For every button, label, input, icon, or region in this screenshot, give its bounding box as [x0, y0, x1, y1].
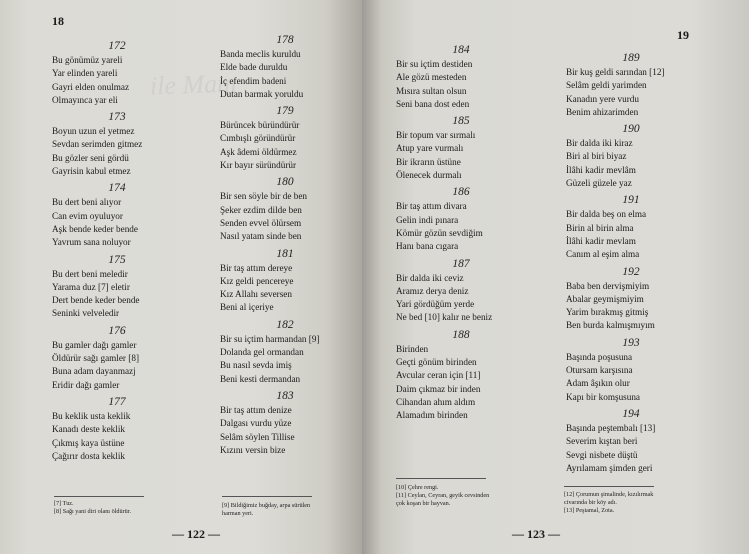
footnote: civarında bir köy adı. [564, 499, 617, 506]
verse-line: Elde bade duruldu [220, 62, 288, 73]
poem-block [52, 39, 182, 107]
verse-line: Baba ben dervişmiyim [566, 280, 650, 291]
verse-line: Ne bed [10] kalır ne beniz [396, 312, 493, 323]
footnote-rule [222, 496, 312, 497]
verse-line: Beni kesti dermandan [220, 373, 301, 384]
poem-block [220, 389, 350, 457]
poem-block [52, 110, 182, 178]
poem-block [566, 336, 696, 404]
verse-line: Bu nasıl sevda imiş [220, 360, 292, 371]
verse-line: Avcular ceran için [11] [396, 370, 481, 381]
verse-line: Kapı bir komşusuna [566, 391, 641, 402]
verse-line: Bir dalda iki ceviz [396, 272, 464, 283]
poem-block [396, 257, 526, 325]
verse-line: Öldürür sağı gamler [8] [52, 353, 139, 364]
folio-right: — 123 — [512, 527, 560, 541]
footnotes-left-col2 [222, 502, 310, 518]
verse-line: Alamadım birinden [396, 410, 468, 421]
verse-line: Seni bana dost eden [396, 98, 470, 109]
verse-line: Bir ikrarın üstüne [396, 156, 461, 167]
footnote-rule [564, 486, 654, 487]
footnote: [13] Peştamal, Zota. [564, 507, 615, 514]
verse-line: Benim ahizarimden [566, 106, 639, 117]
poem-number: 179 [276, 105, 294, 118]
footnote: [7] Tuz. [54, 500, 74, 507]
footnote-rule [396, 478, 486, 479]
verse-line: Dert bende keder bende [52, 295, 140, 306]
show-through-text: ile Manı [149, 68, 238, 101]
verse-line: Kız Allahı seversen [220, 289, 292, 300]
verse-line: Birin al birin alma [566, 222, 634, 233]
footnotes-right-col1 [396, 484, 489, 508]
poem-number: 187 [452, 257, 470, 270]
verse-line: Yar elinden yareli [52, 68, 118, 79]
verse-line: Bir kuş geldi sarından [12] [566, 67, 665, 77]
poem-block [52, 253, 182, 321]
poem-column [52, 36, 182, 463]
verse-line: Aşk bende keder bende [52, 223, 138, 234]
poem-column [566, 48, 696, 475]
poem-block [396, 43, 526, 111]
verse-line: Bir sen söyle bir de ben [220, 191, 308, 202]
poem-column [220, 30, 350, 457]
left-page [0, 0, 362, 554]
poem-block [220, 175, 350, 243]
verse-line: Birinden [396, 343, 429, 354]
poem-block [220, 104, 350, 172]
poem-number: 176 [108, 324, 126, 337]
verse-line: Sevdan serimden gitmez [52, 139, 143, 150]
poem-block [220, 33, 350, 101]
footnote: [11] Ceylan, Ceyran, geyik cevsinden [396, 492, 490, 499]
footnote: [12] Çorumun şimalinde, kızılırmak [564, 491, 654, 498]
poem-block [52, 181, 182, 249]
verse-line: Gayrisin kabul etmez [52, 166, 131, 177]
verse-line: Banda meclis kuruldu [220, 49, 301, 59]
verse-line: Seninki velveledir [52, 308, 120, 319]
verse-line: Adam âşıkın olur [566, 378, 630, 389]
verse-line: Bu gamler dağı gamler [52, 339, 137, 350]
verse-line: Bir taş attım denize [220, 404, 292, 415]
verse-line: Atup yare vurmalı [396, 143, 464, 154]
verse-line: Cihandan ahım aldım [396, 396, 476, 407]
verse-line: Yarama duz [7] eletir [52, 281, 130, 292]
poem-block [566, 193, 696, 261]
poem-number: 177 [108, 395, 126, 408]
poem-number: 181 [276, 247, 294, 260]
verse-line: Bu keklik usta keklik [52, 410, 131, 421]
poem-column [396, 40, 526, 423]
verse-line: Şeker ezdim dilde ben [220, 204, 302, 215]
verse-line: Kanadı deste keklik [52, 424, 125, 435]
verse-line: Güzeli güzele yaz [566, 178, 632, 189]
poem-block [220, 318, 350, 386]
poem-block [396, 114, 526, 182]
verse-line: Kızını versin bize [220, 444, 286, 455]
verse-line: Olmayınca yar eli [52, 94, 118, 105]
verse-line: Dalgası vurdu yüze [220, 418, 292, 429]
poem-number: 189 [622, 52, 640, 64]
verse-line: Başında peştembalı [13] [566, 422, 656, 433]
verse-line: Geçti gönüm birinden [396, 357, 477, 368]
poem-block [52, 324, 182, 392]
verse-line: Yavrum sana noluyor [52, 237, 131, 248]
poem-number: 178 [276, 34, 294, 46]
verse-line: Bir topum var sırmalı [396, 130, 476, 141]
verse-line: Selâm geldi yarimden [566, 80, 647, 91]
poem-block [566, 265, 696, 333]
poem-number: 175 [108, 253, 126, 266]
poem-number: 192 [622, 265, 640, 278]
poem-number: 191 [622, 194, 640, 207]
poem-number: 188 [452, 328, 470, 341]
poem-number: 186 [452, 186, 470, 199]
poem-block [396, 185, 526, 253]
verse-line: Daim çıkmaz bir inden [396, 383, 481, 394]
verse-line: Ale gözü mesteden [396, 72, 467, 83]
poem-block [566, 407, 696, 475]
poem-number: 190 [622, 123, 640, 136]
verse-line: Bu dert beni meledir [52, 268, 128, 279]
poem-number: 185 [452, 115, 470, 128]
poem-number: 172 [108, 40, 126, 52]
poem-block [220, 247, 350, 315]
verse-line: Biri al biri biyaz [566, 151, 627, 162]
verse-line: Gayri elden onulmaz [52, 81, 130, 92]
verse-line: Bu gönümüz yareli [52, 55, 123, 65]
verse-line: Yarim bırakmış gitmiş [566, 307, 649, 318]
verse-line: Çağırır dosta keklik [52, 450, 125, 461]
verse-line: Dolanda gel ormandan [220, 347, 304, 358]
page-number-left: 18 [52, 14, 64, 28]
verse-line: Ayrılamam şimden geri [566, 462, 653, 473]
footnote: [9] Bildiğimiz buğday, arpa sürülen [222, 502, 311, 509]
poem-block [52, 395, 182, 463]
verse-line: Selâm söylen Tillise [220, 431, 295, 442]
footnote: [10] Çehre rengi. [396, 484, 439, 491]
verse-line: Senden evvel ölürsem [220, 217, 302, 228]
verse-line: Çıkmış kaya üstüne [52, 437, 125, 448]
verse-line: Gelin indi pınara [396, 214, 459, 225]
verse-line: Canım al eşim alma [566, 249, 640, 260]
verse-line: Nasıl yatam sinde ben [220, 231, 302, 242]
poem-number: 194 [622, 407, 640, 420]
verse-line: Kız geldi pencereye [220, 275, 294, 286]
verse-line: Boyun uzun el yetmez [52, 126, 135, 137]
poem-number: 173 [108, 111, 126, 124]
verse-line: Severim kıştan beri [566, 436, 638, 447]
footnotes-left-col1 [54, 500, 131, 516]
poem-number: 184 [452, 44, 470, 56]
verse-line: Mısıra sultan olsun [396, 85, 467, 96]
verse-line: Kömür gözün sevdiğim [396, 227, 483, 238]
verse-line: Bir taş attım dereye [220, 262, 293, 273]
footnote: [8] Sağı yani diri olanı öldürür. [54, 508, 131, 515]
verse-line: Can evim oyuluyor [52, 210, 123, 221]
verse-line: Başında poşusuna [566, 351, 633, 362]
verse-line: Otursam karşısına [566, 365, 633, 376]
verse-line: İlâhi kadir mevlâm [566, 164, 636, 175]
verse-line: İlâhi kadir mevlam [566, 235, 636, 246]
verse-line: Abalar geymişmiyim [566, 293, 644, 304]
poem-number: 193 [622, 336, 640, 349]
verse-line: Bir dalda beş on elma [566, 209, 647, 220]
footnote: çok koşan bir hayvan. [396, 500, 451, 507]
verse-line: İç efendim badeni [220, 75, 287, 86]
folio-left: — 122 — [172, 527, 220, 541]
verse-line: Aramız derya deniz [396, 285, 469, 296]
verse-line: Bu gözler seni gördü [52, 152, 129, 163]
verse-line: Cımbışlı göründürür [220, 133, 296, 144]
verse-line: Bir dalda iki kiraz [566, 138, 633, 149]
verse-line: Kanadın yere vurdu [566, 93, 639, 104]
poem-number: 180 [276, 176, 294, 189]
verse-line: Yari gördüğüm yerde [396, 299, 475, 310]
verse-line: Kır bayır süründürür [220, 160, 297, 171]
poem-number: 182 [276, 318, 294, 331]
verse-line: Ben burda kalmışmıyım [566, 320, 655, 331]
footnote: harman yeri. [222, 510, 254, 517]
footnote-rule [54, 496, 144, 497]
verse-line: Bir taş attım divara [396, 201, 467, 212]
verse-line: Beni al içeriye [220, 302, 274, 313]
verse-line: Bu dert beni alıyor [52, 197, 122, 208]
poem-block [566, 51, 696, 119]
poem-number: 174 [108, 182, 126, 195]
right-page [362, 0, 749, 554]
verse-line: Buna adam dayanmazj [52, 366, 136, 377]
poem-number: 183 [276, 389, 294, 402]
verse-line: Ölenecek durmalı [396, 170, 462, 181]
verse-line: Bir su içtim harmandan [9] [220, 333, 320, 344]
verse-line: Eridir dağı gamler [52, 379, 120, 390]
footnotes-right-col2 [564, 491, 653, 515]
verse-line: Bürüncek büründürür [220, 120, 300, 131]
verse-line: Bir su içtim destiden [396, 59, 473, 69]
poem-block [396, 328, 526, 423]
verse-line: Dutan barmak yoruldu [220, 88, 304, 99]
verse-line: Aşk âdemi öldürmez [220, 146, 297, 157]
page-number-right: 19 [677, 28, 689, 42]
poem-block [566, 122, 696, 190]
verse-line: Hanı bana cıgara [396, 241, 459, 252]
verse-line: Sevgi nisbete düştü [566, 449, 638, 460]
